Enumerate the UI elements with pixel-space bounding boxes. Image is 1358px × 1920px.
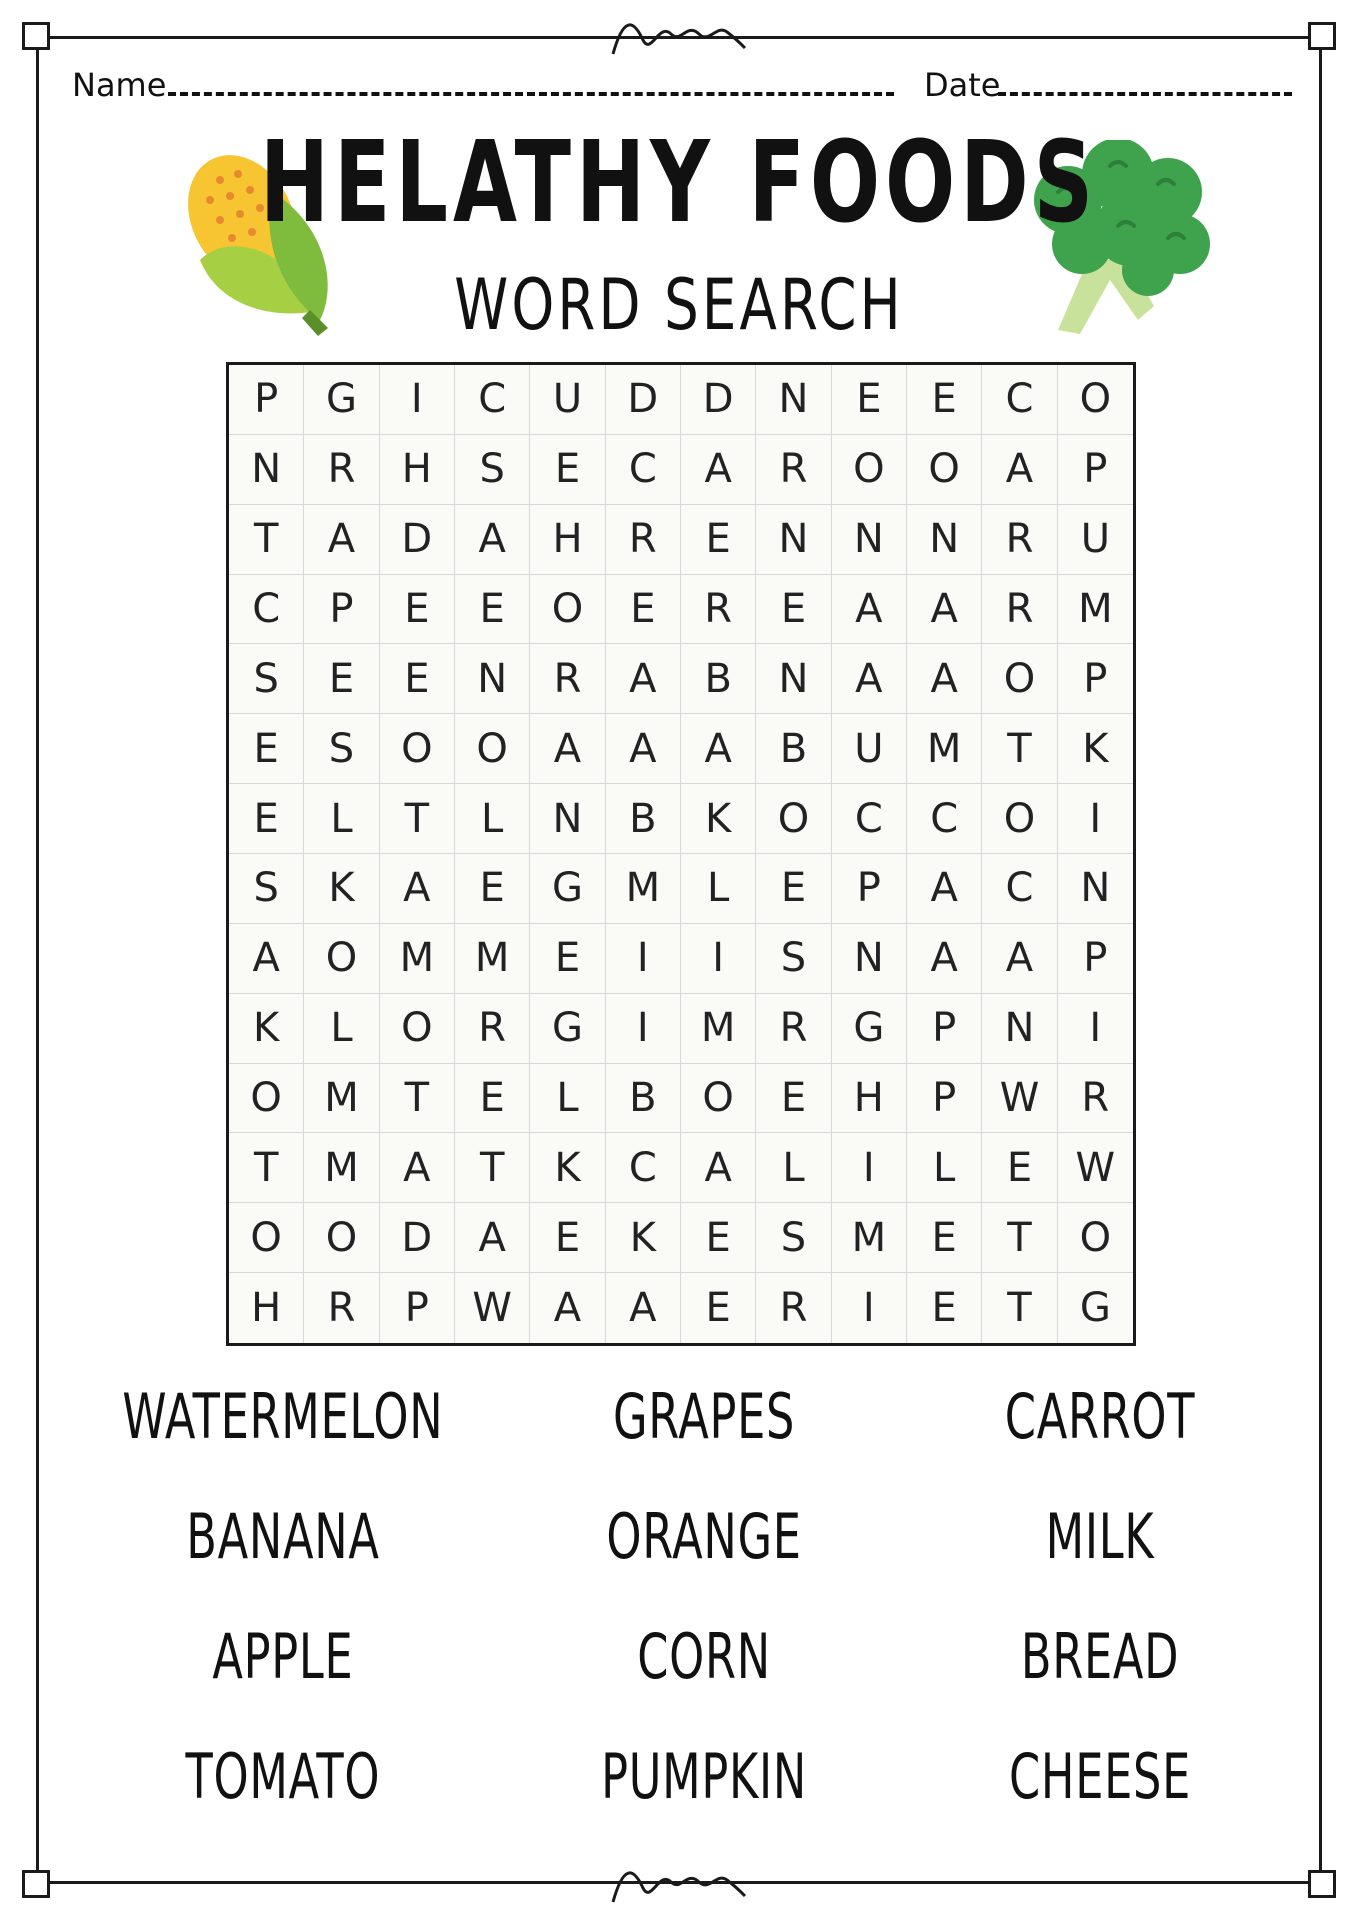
grid-cell[interactable]: K bbox=[530, 1133, 605, 1203]
word-list-item: WATERMELON bbox=[122, 1380, 444, 1453]
grid-cell[interactable]: A bbox=[907, 924, 982, 994]
corner-ornament bbox=[1308, 1870, 1336, 1898]
date-field[interactable] bbox=[998, 92, 1292, 96]
grid-cell[interactable]: C bbox=[982, 365, 1057, 435]
corner-ornament bbox=[1308, 22, 1336, 50]
grid-cell[interactable]: T bbox=[982, 1273, 1057, 1343]
grid-cell[interactable]: E bbox=[907, 1273, 982, 1343]
grid-cell[interactable]: O bbox=[1058, 365, 1133, 435]
grid-cell[interactable]: T bbox=[229, 1133, 304, 1203]
grid-cell[interactable]: H bbox=[229, 1273, 304, 1343]
word-list-item: TOMATO bbox=[185, 1740, 381, 1813]
grid-cell[interactable]: R bbox=[756, 435, 831, 505]
grid-cell[interactable]: E bbox=[907, 365, 982, 435]
grid-cell[interactable]: L bbox=[530, 1064, 605, 1134]
grid-cell[interactable]: G bbox=[304, 365, 379, 435]
grid-cell[interactable]: L bbox=[681, 854, 756, 924]
grid-cell[interactable]: K bbox=[681, 784, 756, 854]
grid-cell[interactable]: H bbox=[832, 1064, 907, 1134]
word-list bbox=[60, 1380, 1298, 1814]
grid-cell[interactable]: B bbox=[606, 1064, 681, 1134]
grid-cell[interactable]: P bbox=[380, 1273, 455, 1343]
grid-cell[interactable]: E bbox=[681, 505, 756, 575]
grid-cell[interactable]: M bbox=[606, 854, 681, 924]
grid-cell[interactable]: N bbox=[756, 644, 831, 714]
grid-cell[interactable]: E bbox=[530, 924, 605, 994]
word-list-item: BANANA bbox=[186, 1500, 380, 1573]
grid-cell[interactable]: A bbox=[229, 924, 304, 994]
grid-cell[interactable]: E bbox=[455, 1064, 530, 1134]
grid-cell[interactable]: E bbox=[380, 575, 455, 645]
grid-cell[interactable]: S bbox=[756, 924, 831, 994]
grid-cell[interactable]: E bbox=[304, 644, 379, 714]
grid-cell[interactable]: B bbox=[606, 784, 681, 854]
grid-cell[interactable]: R bbox=[304, 1273, 379, 1343]
grid-cell[interactable]: A bbox=[380, 1133, 455, 1203]
squiggle-ornament bbox=[609, 14, 749, 58]
grid-cell[interactable]: A bbox=[380, 854, 455, 924]
word-list-item: CHEESE bbox=[1008, 1740, 1191, 1813]
grid-cell[interactable]: W bbox=[1058, 1133, 1133, 1203]
grid-cell[interactable]: C bbox=[907, 784, 982, 854]
grid-cell[interactable]: C bbox=[606, 1133, 681, 1203]
grid-cell[interactable]: A bbox=[455, 505, 530, 575]
grid-cell[interactable]: R bbox=[606, 505, 681, 575]
grid-cell[interactable]: E bbox=[229, 714, 304, 784]
grid-cell[interactable]: I bbox=[606, 924, 681, 994]
grid-cell[interactable]: R bbox=[1058, 1064, 1133, 1134]
squiggle-ornament bbox=[609, 1862, 749, 1906]
page-title: HELATHY FOODS bbox=[259, 118, 1099, 248]
grid-cell[interactable]: P bbox=[1058, 435, 1133, 505]
grid-cell[interactable]: E bbox=[681, 1203, 756, 1273]
grid-cell[interactable]: O bbox=[907, 435, 982, 505]
grid-cell[interactable]: N bbox=[229, 435, 304, 505]
grid-cell[interactable]: P bbox=[1058, 924, 1133, 994]
grid-cell[interactable]: O bbox=[982, 784, 1057, 854]
grid-cell[interactable]: E bbox=[606, 575, 681, 645]
grid-cell[interactable]: R bbox=[530, 644, 605, 714]
grid-cell[interactable]: O bbox=[455, 714, 530, 784]
grid-cell[interactable]: T bbox=[380, 1064, 455, 1134]
word-list-item: BREAD bbox=[1020, 1620, 1180, 1693]
grid-cell[interactable]: A bbox=[681, 714, 756, 784]
word-list-item: CORN bbox=[637, 1620, 771, 1693]
grid-cell[interactable]: L bbox=[756, 1133, 831, 1203]
word-list-item: MILK bbox=[1045, 1500, 1155, 1573]
grid-cell[interactable]: R bbox=[304, 435, 379, 505]
grid-cell[interactable]: M bbox=[380, 924, 455, 994]
grid-cell[interactable]: T bbox=[229, 505, 304, 575]
grid-cell[interactable]: A bbox=[907, 644, 982, 714]
grid-cell[interactable]: T bbox=[982, 1203, 1057, 1273]
grid-cell[interactable]: M bbox=[304, 1064, 379, 1134]
grid-cell[interactable]: N bbox=[756, 505, 831, 575]
word-list-item: PUMPKIN bbox=[600, 1740, 807, 1813]
name-field[interactable] bbox=[168, 92, 894, 96]
grid-cell[interactable]: N bbox=[1058, 854, 1133, 924]
grid-cell[interactable]: I bbox=[1058, 994, 1133, 1064]
grid-cell[interactable]: R bbox=[982, 575, 1057, 645]
grid-cell[interactable]: E bbox=[530, 1203, 605, 1273]
grid-cell[interactable]: O bbox=[832, 435, 907, 505]
grid-cell[interactable]: B bbox=[681, 644, 756, 714]
grid-cell[interactable]: P bbox=[229, 365, 304, 435]
grid-cell[interactable]: M bbox=[681, 994, 756, 1064]
grid-cell[interactable]: E bbox=[982, 1133, 1057, 1203]
grid-cell[interactable]: T bbox=[982, 714, 1057, 784]
grid-cell[interactable]: P bbox=[907, 1064, 982, 1134]
grid-cell[interactable]: A bbox=[982, 435, 1057, 505]
grid-cell[interactable]: N bbox=[907, 505, 982, 575]
grid-cell[interactable]: T bbox=[380, 784, 455, 854]
grid-cell[interactable]: U bbox=[1058, 505, 1133, 575]
corner-ornament bbox=[22, 22, 50, 50]
grid-cell[interactable]: E bbox=[756, 575, 831, 645]
grid-cell[interactable]: P bbox=[907, 994, 982, 1064]
grid-cell[interactable]: H bbox=[380, 435, 455, 505]
corner-ornament bbox=[22, 1870, 50, 1898]
grid-cell[interactable]: G bbox=[1079, 1285, 1111, 1332]
grid-cell[interactable]: A bbox=[681, 435, 756, 505]
grid-cell[interactable]: O bbox=[380, 714, 455, 784]
grid-cell[interactable]: R bbox=[455, 994, 530, 1064]
grid-cell[interactable]: A bbox=[681, 1133, 756, 1203]
grid-cell[interactable]: N bbox=[530, 784, 605, 854]
grid-cell[interactable]: I bbox=[832, 1133, 907, 1203]
grid-cell[interactable]: A bbox=[304, 505, 379, 575]
grid-cell[interactable]: N bbox=[832, 505, 907, 575]
grid-cell[interactable]: E bbox=[756, 1064, 831, 1134]
grid-cell[interactable]: M bbox=[455, 924, 530, 994]
grid-cell[interactable]: D bbox=[380, 1203, 455, 1273]
grid-cell[interactable]: G bbox=[530, 994, 605, 1064]
grid-cell[interactable]: S bbox=[455, 435, 530, 505]
grid-cell[interactable]: E bbox=[681, 1273, 756, 1343]
grid-cell[interactable]: T bbox=[455, 1133, 530, 1203]
grid-cell[interactable]: E bbox=[380, 644, 455, 714]
grid-cell[interactable]: O bbox=[380, 994, 455, 1064]
grid-cell[interactable]: R bbox=[982, 505, 1057, 575]
grid-cell[interactable]: G bbox=[530, 854, 605, 924]
grid-cell[interactable]: N bbox=[982, 994, 1057, 1064]
grid-cell[interactable]: R bbox=[756, 1273, 831, 1343]
grid-cell[interactable]: O bbox=[304, 924, 379, 994]
grid-cell[interactable]: W bbox=[455, 1273, 530, 1343]
grid-cell[interactable]: C bbox=[832, 784, 907, 854]
page-subtitle: WORD SEARCH bbox=[454, 264, 904, 346]
grid-cell[interactable]: N bbox=[455, 644, 530, 714]
grid-cell[interactable]: S bbox=[304, 714, 379, 784]
word-search-grid bbox=[226, 362, 1136, 1346]
grid-cell[interactable]: B bbox=[756, 714, 831, 784]
grid-cell[interactable]: C bbox=[455, 365, 530, 435]
grid-cell[interactable]: I bbox=[1058, 784, 1133, 854]
word-list-item: ORANGE bbox=[606, 1500, 802, 1573]
grid-cell[interactable]: O bbox=[229, 1203, 304, 1273]
grid-cell[interactable]: A bbox=[907, 575, 982, 645]
grid-cell[interactable]: L bbox=[455, 784, 530, 854]
grid-cell[interactable]: A bbox=[530, 1273, 605, 1343]
grid-cell[interactable]: K bbox=[229, 994, 304, 1064]
grid-cell[interactable]: O bbox=[681, 1064, 756, 1134]
grid-cell[interactable]: O bbox=[756, 784, 831, 854]
grid-cell[interactable]: C bbox=[982, 854, 1057, 924]
grid-cell[interactable]: P bbox=[832, 854, 907, 924]
grid-cell[interactable]: C bbox=[229, 575, 304, 645]
grid-cell[interactable]: E bbox=[455, 575, 530, 645]
grid-cell[interactable]: K bbox=[304, 854, 379, 924]
grid-cell[interactable]: K bbox=[606, 1203, 681, 1273]
grid-cell[interactable]: D bbox=[681, 365, 756, 435]
grid-cell[interactable]: H bbox=[530, 505, 605, 575]
grid-cell[interactable]: S bbox=[756, 1203, 831, 1273]
grid-cell[interactable]: W bbox=[982, 1064, 1057, 1134]
grid-cell[interactable]: I bbox=[380, 365, 455, 435]
grid-cell[interactable]: M bbox=[907, 714, 982, 784]
grid-cell[interactable]: A bbox=[606, 644, 681, 714]
grid-cell[interactable]: P bbox=[1058, 644, 1133, 714]
grid-cell[interactable]: E bbox=[455, 854, 530, 924]
grid-cell[interactable]: O bbox=[304, 1203, 379, 1273]
grid-cell[interactable]: U bbox=[832, 714, 907, 784]
grid-cell[interactable]: R bbox=[756, 994, 831, 1064]
grid-cell[interactable]: U bbox=[530, 365, 605, 435]
grid-cell[interactable]: E bbox=[229, 784, 304, 854]
grid-cell[interactable]: A bbox=[832, 644, 907, 714]
grid-cell[interactable]: M bbox=[1058, 575, 1133, 645]
grid-cell[interactable]: A bbox=[907, 854, 982, 924]
grid-cell[interactable]: L bbox=[907, 1133, 982, 1203]
name-label: Name bbox=[72, 66, 167, 104]
grid-cell[interactable]: I bbox=[606, 994, 681, 1064]
grid-cell[interactable]: O bbox=[229, 1064, 304, 1134]
word-list-item: APPLE bbox=[212, 1620, 354, 1693]
grid-cell[interactable]: A bbox=[982, 924, 1057, 994]
grid-cell[interactable]: M bbox=[832, 1203, 907, 1273]
grid-cell[interactable]: A bbox=[832, 575, 907, 645]
grid-cell[interactable]: O bbox=[530, 575, 605, 645]
grid-cell[interactable]: A bbox=[606, 714, 681, 784]
word-list-item: CARROT bbox=[1004, 1380, 1196, 1453]
grid-cell[interactable]: D bbox=[606, 365, 681, 435]
grid-cell[interactable]: S bbox=[229, 644, 304, 714]
grid-cell[interactable]: E bbox=[530, 435, 605, 505]
grid-cell[interactable]: A bbox=[455, 1203, 530, 1273]
grid-cell[interactable]: M bbox=[304, 1133, 379, 1203]
word-list-item: GRAPES bbox=[612, 1380, 795, 1453]
grid-cell[interactable]: I bbox=[681, 924, 756, 994]
grid-cell[interactable]: R bbox=[681, 575, 756, 645]
grid-cell[interactable]: D bbox=[380, 505, 455, 575]
grid-cell[interactable]: S bbox=[229, 854, 304, 924]
grid-cell[interactable]: A bbox=[530, 714, 605, 784]
grid-cell[interactable]: E bbox=[832, 365, 907, 435]
date-label: Date bbox=[924, 66, 1001, 104]
grid-cell[interactable]: E bbox=[907, 1203, 982, 1273]
grid-cell[interactable]: L bbox=[304, 994, 379, 1064]
grid-cell[interactable]: P bbox=[304, 575, 379, 645]
grid-cell[interactable]: E bbox=[756, 854, 831, 924]
grid-cell[interactable]: K bbox=[1058, 714, 1133, 784]
grid-cell[interactable]: A bbox=[606, 1273, 681, 1343]
grid-cell[interactable]: L bbox=[304, 784, 379, 854]
grid-cell[interactable]: O bbox=[1058, 1203, 1133, 1273]
grid-cell[interactable]: N bbox=[756, 365, 831, 435]
grid-cell[interactable]: C bbox=[606, 435, 681, 505]
grid-cell[interactable]: O bbox=[982, 644, 1057, 714]
grid-cell[interactable]: G bbox=[832, 994, 907, 1064]
grid-cell[interactable]: N bbox=[832, 924, 907, 994]
grid-cell[interactable]: I bbox=[832, 1273, 907, 1343]
